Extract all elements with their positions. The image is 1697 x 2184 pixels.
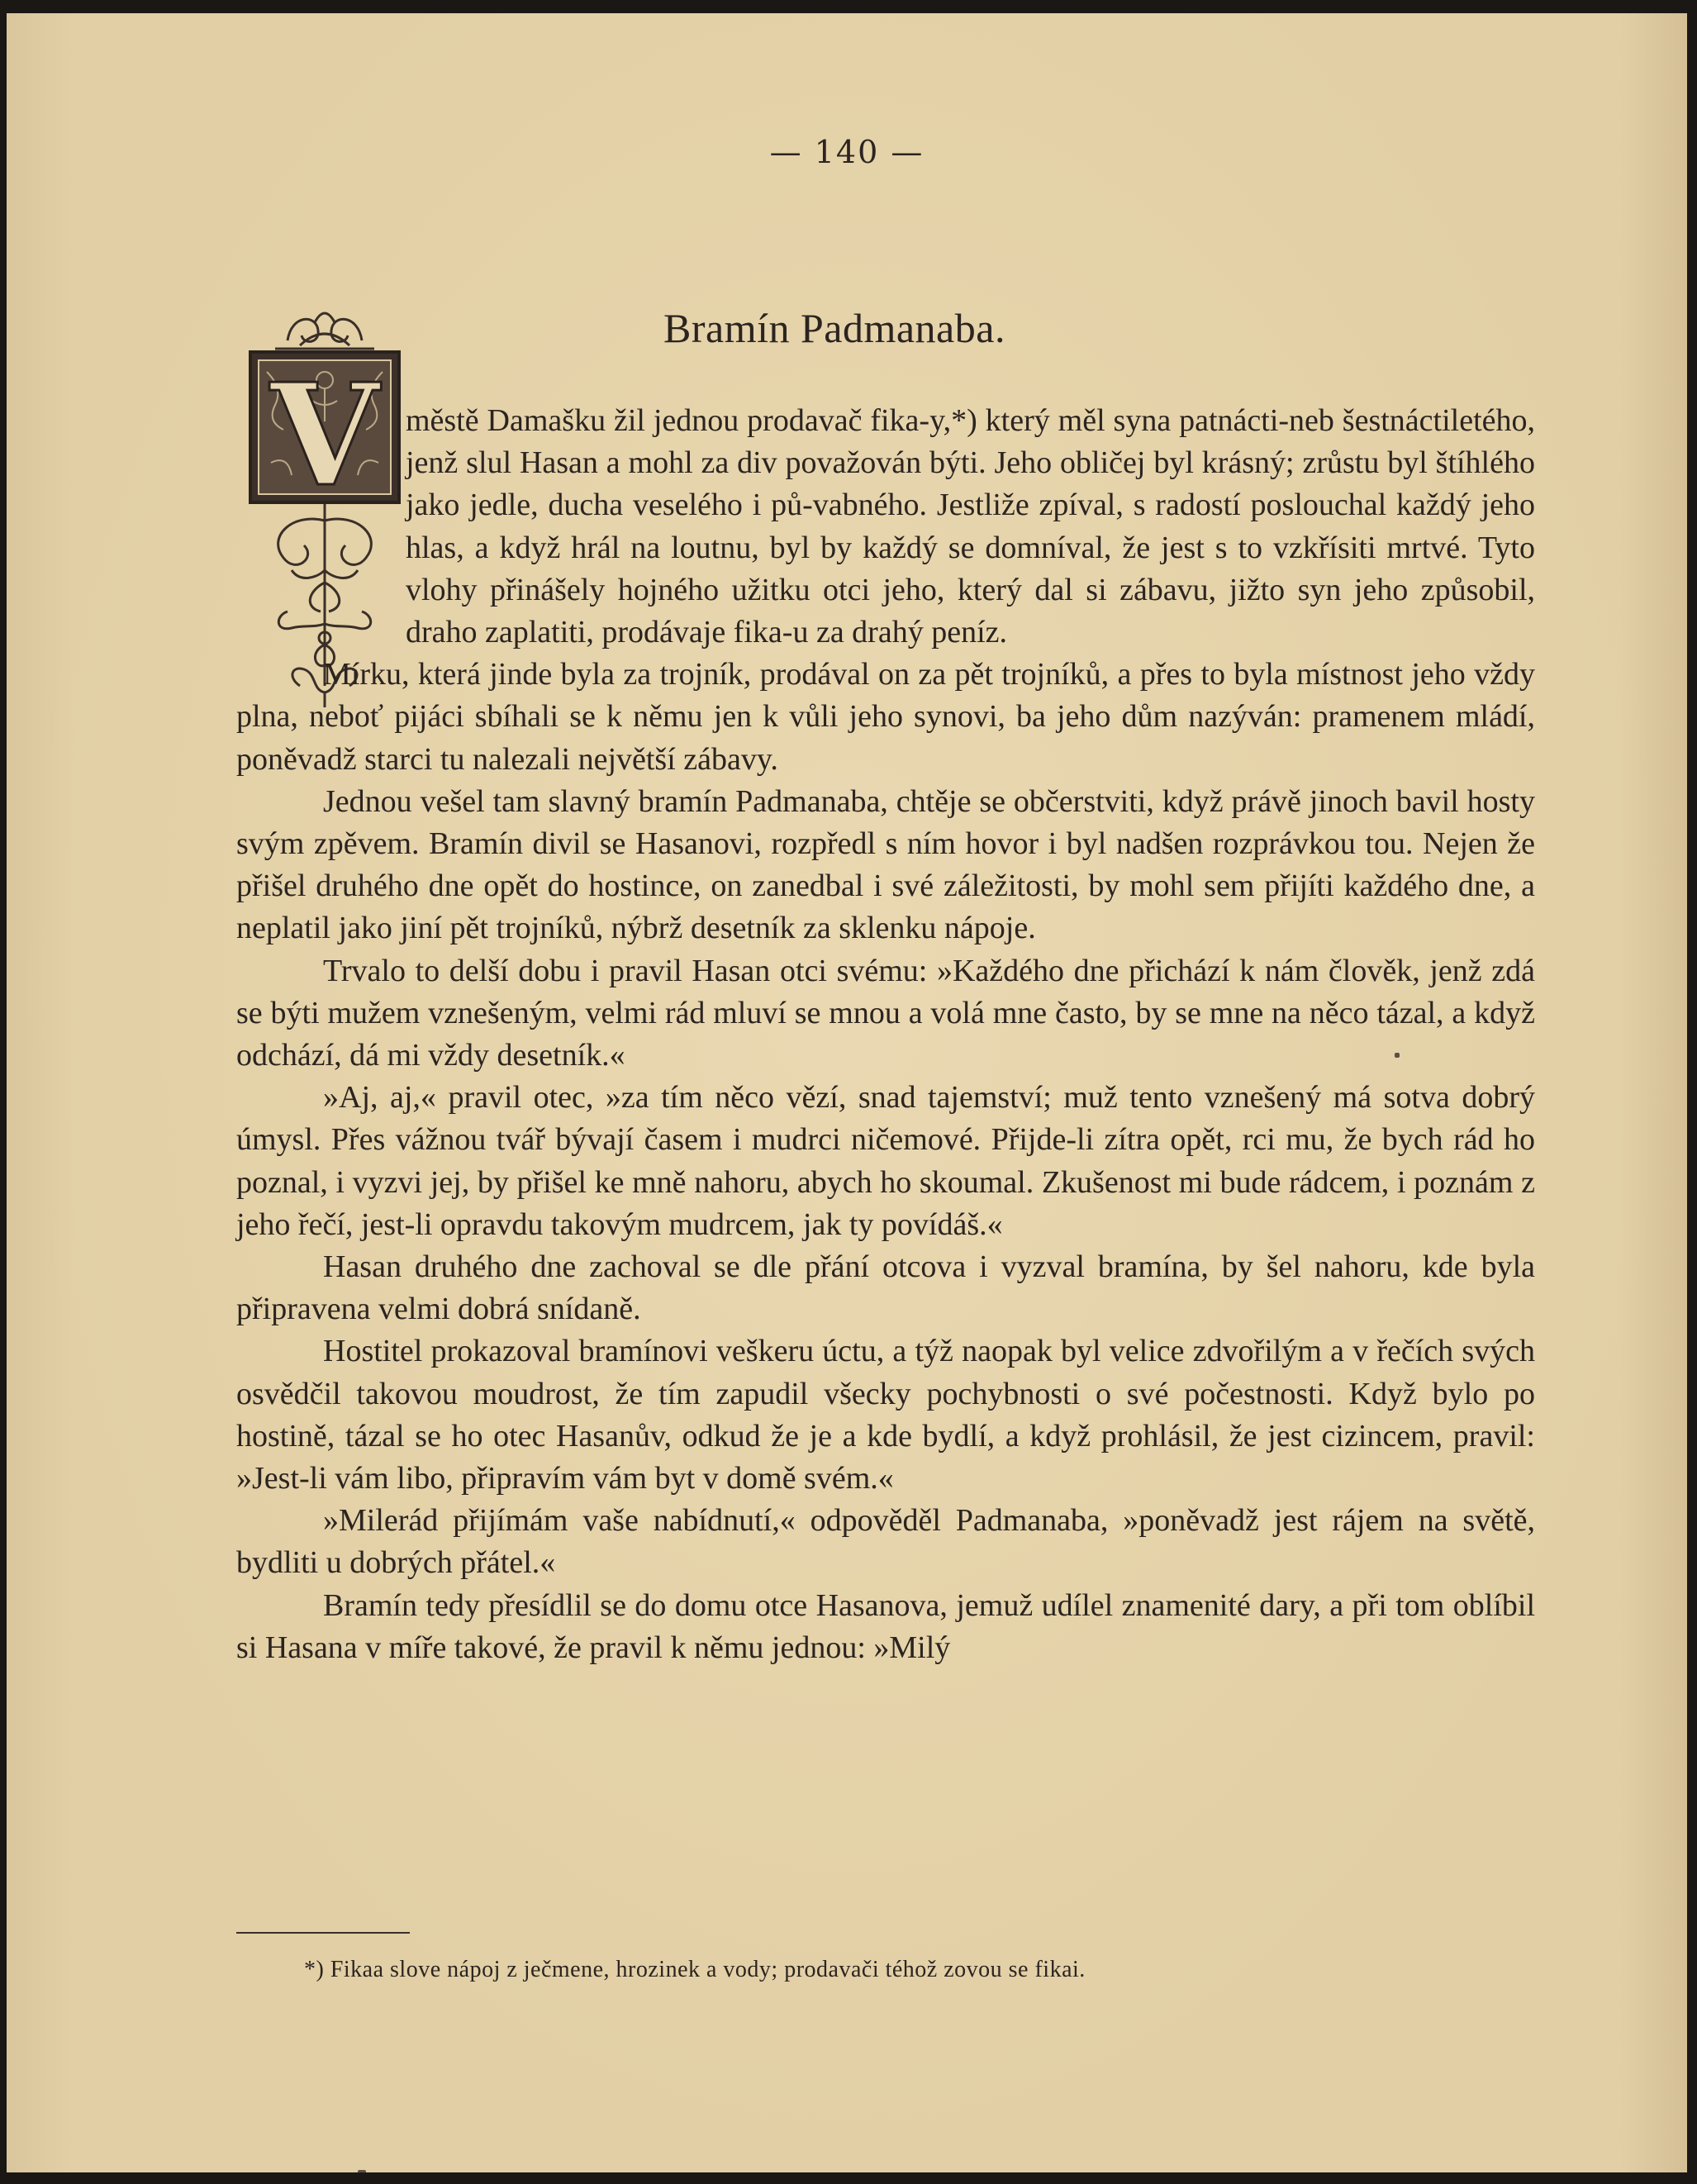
page-number: — 140 —	[769, 134, 925, 170]
footnote-divider	[236, 1932, 410, 1934]
paragraph: Jednou vešel tam slavný bramín Padmanaba, chtěje se občerstviti, když právě jinoch bavil hosty svým zpěvem. Bramín divil se Hasanovi, rozpředl s ním hovor i byl nadšen rozprávkou tou. Nejen že přišel druhého dne opět do hostince, on zanedbal i své záležitosti, by mohl sem přijíti každého dne, a neplatil jako jiní pět trojníků, nýbrž desetník za sklenku nápoje.	[236, 783, 1535, 946]
paragraph: Hasan druhého dne zachoval se dle přání otcova i vyzval bramína, by šel nahoru, kde byla připravena velmi dobrá snídaně.	[236, 1249, 1535, 1327]
top-flourish-ornament	[275, 313, 374, 349]
paragraph: »Aj, aj,« pravil otec, »za tím něco vězí, snad tajemství; muž tento vznešený má sotva dobrý úmysl. Přes vážnou tvář bývají časem i mudrci ničemové. Přijde-li zítra opět, rci mu, že bych rád ho poznal, i vyzvi jej, by přišel ke mně nahoru, abych ho skoumal. Zkušenost mi bude rádcem, i poznám z jeho řečí, jest-li opravdu takovým mudrcem, jak ty povídáš.«	[236, 1080, 1535, 1242]
paragraph: »Milerád přijímám vaše nabídnutí,« odpověděl Padmanaba, »poněvadž jest rájem na světě, bydliti u dobrých přátel.«	[236, 1503, 1535, 1581]
paper-speck	[1395, 1053, 1400, 1058]
chapter-title: Bramín Padmanaba.	[663, 305, 1005, 351]
paragraph: Trvalo to delší dobu i pravil Hasan otci svému: »Každého dne přichází k nám člověk, jenž zdá se býti mužem vznešeným, velmi rád mluví se mnou a volá mne často, by se mne na něco tázal, a když odchází, dá mi vždy desetník.«	[236, 953, 1535, 1073]
paragraph: Mírku, která jinde byla za trojník, prodával on za pět trojníků, a přes to byla místnost jeho vždy plna, neboť pijáci sbíhali se k němu jen k vůli jeho synovi, ba jeho dům nazýván: pramenem mládí, poněvadž starci tu nalezali největší zábavy.	[236, 657, 1535, 777]
book-page	[7, 13, 1687, 2172]
opening-paragraph: městě Damašku žil jednou prodavač fika-y,*) který měl syna patnácti-neb šestnáctiletého, jenž slul Hasan a mohl za div považován býti. Jeho obličej byl krásný; zrůstu byl štíhlého jako jedle, ducha veselého i pů-vabného. Jestliže zpíval, s radostí poslouchal každý jeho hlas, a když hrál na loutnu, byl by každý se domníval, že jest s to vzkřísiti mrtvé. Tyto vlohy přinášely hojného užitku otci jeho, který dal si zábavu, jižto syn jeho způsobil, draho zaplatiti, prodávaje fika-u za drahý peníz.	[406, 403, 1535, 650]
paragraph: Bramín tedy přesídlil se do domu otce Hasanova, jemuž udílel znamenité dary, a při tom oblíbil si Hasana v míře takové, že pravil k němu jednou: »Milý	[236, 1587, 1535, 1665]
footnote: *) Fikaa slove nápoj z ječmene, hrozinek a vody; prodavači téhož zovou se fikai.	[304, 1957, 1086, 1982]
paper-speck	[358, 2170, 366, 2172]
paragraph: Hostitel prokazoval bramínovi veškeru úctu, a týž naopak byl velice zdvořilým a v řečích svých osvědčil takovou moudrost, že tím zapudil všecky pochybnosti o své počestnosti. Když bylo po hostině, tázal se ho otec Hasanův, odkud že je a kde bydlí, a když prohlásil, že jest cizincem, pravil: »Jest-li vám libo, připravím vám byt v domě svém.«	[236, 1334, 1535, 1496]
main-text-column	[236, 400, 1535, 1669]
initial-letter-glyph: V	[270, 353, 379, 518]
